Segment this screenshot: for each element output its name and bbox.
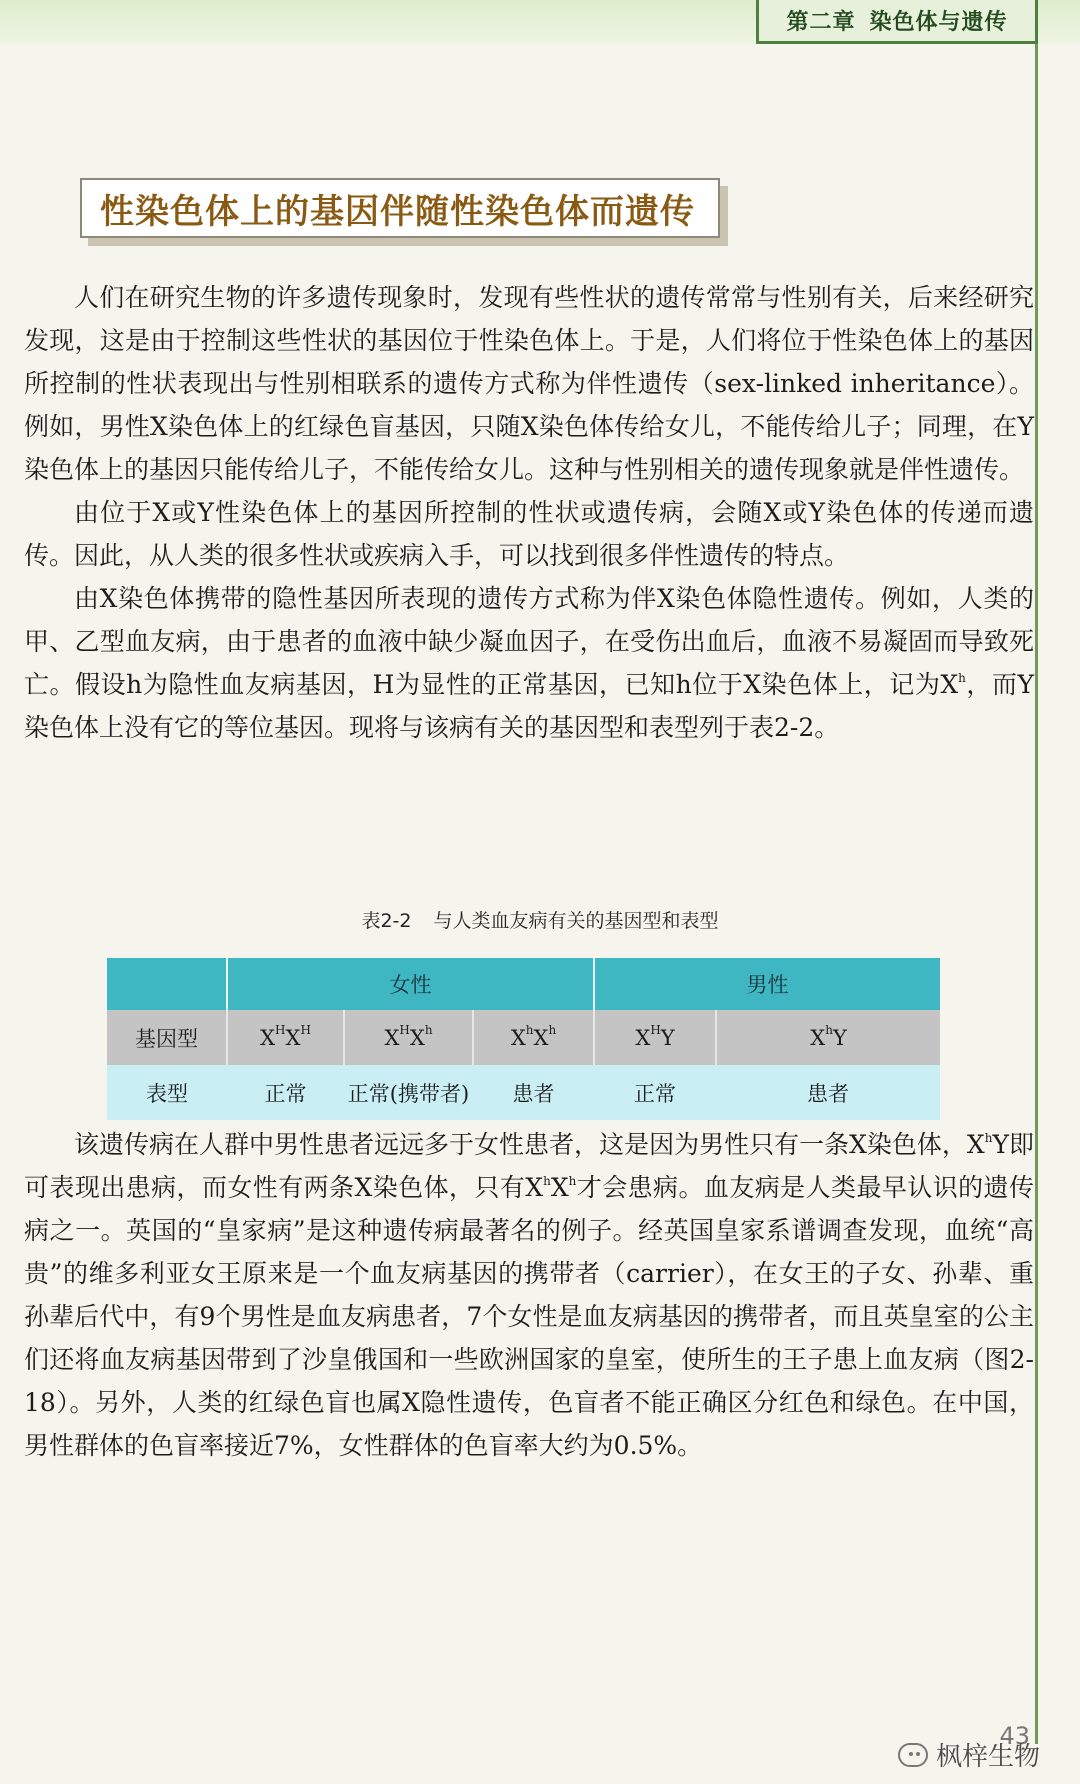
section-title-box	[80, 178, 720, 238]
genotype-row	[107, 1010, 940, 1065]
body-section-2	[24, 1123, 1034, 1467]
genotype-cell: $X^HY$	[594, 1010, 716, 1065]
table-title: 与人类血友病有关的基因型和表型	[433, 910, 719, 932]
genotype-cell: $X^hY$	[716, 1010, 940, 1065]
watermark	[898, 1736, 1040, 1773]
paragraph-3-text-b: ，而Y染色体上没有它的等位基因。现将与该病有关的基因型和表型列于表2-2。	[24, 670, 1034, 742]
phenotype-label: 表型	[107, 1065, 227, 1120]
genotype-label: 基因型	[107, 1010, 227, 1065]
watermark-text: 枫梓生物	[935, 1742, 1040, 1772]
table-corner-cell	[107, 958, 227, 1010]
paragraph-1: 人们在研究生物的许多遗传现象时，发现有些性状的遗传常常与性别有关，后来经研究发现，这是由于控制这些性状的基因位于性染色体上。于是，人们将位于性染色体上的基因所控制的性状表现出与性别相联系的遗传方式称为伴性遗传（sex-linked inheritance）。例如，男性X染色体上的红绿色盲基因，只随X染色体传给女儿，不能传给儿子；同理，在Y染色体上的基因只能传给儿子，不能传给女儿。这种与性别相关的遗传现象就是伴性遗传。	[24, 283, 1034, 484]
page-number: 43	[999, 1722, 1030, 1750]
paragraph-3-text-a: 由X染色体携带的隐性基因所表现的遗传方式称为伴X染色体隐性遗传。例如，人类的甲、乙型血友病，由于患者的血液中缺少凝血因子，在受伤出血后，血液不易凝固而导致死亡。假设h为隐性血友病基因，H为显性的正常基因，已知h位于X染色体上，记为X	[24, 584, 1034, 699]
phenotype-cell: 正常	[594, 1065, 716, 1120]
body-section-1	[24, 276, 1034, 749]
paragraph-4: 该遗传病在人群中男性患者远远多于女性患者，这是因为男性只有一条X染色体，$X^hY$即可表现出患病，而女性有两条X染色体，只有$X^hX^h$才会患病。血友病是人类最早认识的遗传病之一。英国的“皇家病”是这种遗传病最著名的例子。经英国皇家系谱调查发现，血统“高贵”的维多利亚女王原来是一个血友病基因的携带者（carrier），在女王的子女、孙辈、重孙辈后代中，有9个男性是血友病患者，7个女性是血友病基因的携带者，而且英皇室的公主们还将血友病基因带到了沙皇俄国和一些欧洲国家的皇室，使所生的王子患上血友病（图2-18）。另外，人类的红绿色盲也属X隐性遗传，色盲者不能正确区分红色和绿色。在中国，男性群体的色盲率接近7%，女性群体的色盲率大约为0.5%。	[24, 1130, 1034, 1460]
phenotype-cell: 患者	[716, 1065, 940, 1120]
chapter-number: 第二章	[786, 10, 856, 35]
table-number: 表2-2	[361, 910, 412, 932]
superscript: h	[958, 671, 966, 685]
female-header: 女性	[227, 958, 594, 1010]
table-header-row	[107, 958, 940, 1010]
genotype-cell: $X^HX^h$	[344, 1010, 473, 1065]
section-title: 性染色体上的基因伴随性染色体而遗传	[100, 191, 695, 232]
page-side-rule	[1035, 44, 1038, 1744]
chapter-header	[756, 0, 1038, 44]
table-caption	[0, 906, 1080, 933]
genotype-cell: $X^hX^h$	[473, 1010, 594, 1065]
wechat-icon	[898, 1743, 928, 1767]
male-header: 男性	[594, 958, 940, 1010]
chapter-title: 染色体与遗传	[869, 10, 1008, 35]
genotype-phenotype-table	[107, 958, 940, 1120]
phenotype-cell: 正常(携带者)	[344, 1065, 473, 1120]
phenotype-row	[107, 1065, 940, 1120]
paragraph-3	[24, 577, 1034, 749]
paragraph-2: 由位于X或Y性染色体上的基因所控制的性状或遗传病，会随X或Y染色体的传递而遗传。因此，从人类的很多性状或疾病入手，可以找到很多伴性遗传的特点。	[24, 498, 1034, 570]
genotype-cell: $X^HX^H$	[227, 1010, 344, 1065]
phenotype-cell: 患者	[473, 1065, 594, 1120]
phenotype-cell: 正常	[227, 1065, 344, 1120]
